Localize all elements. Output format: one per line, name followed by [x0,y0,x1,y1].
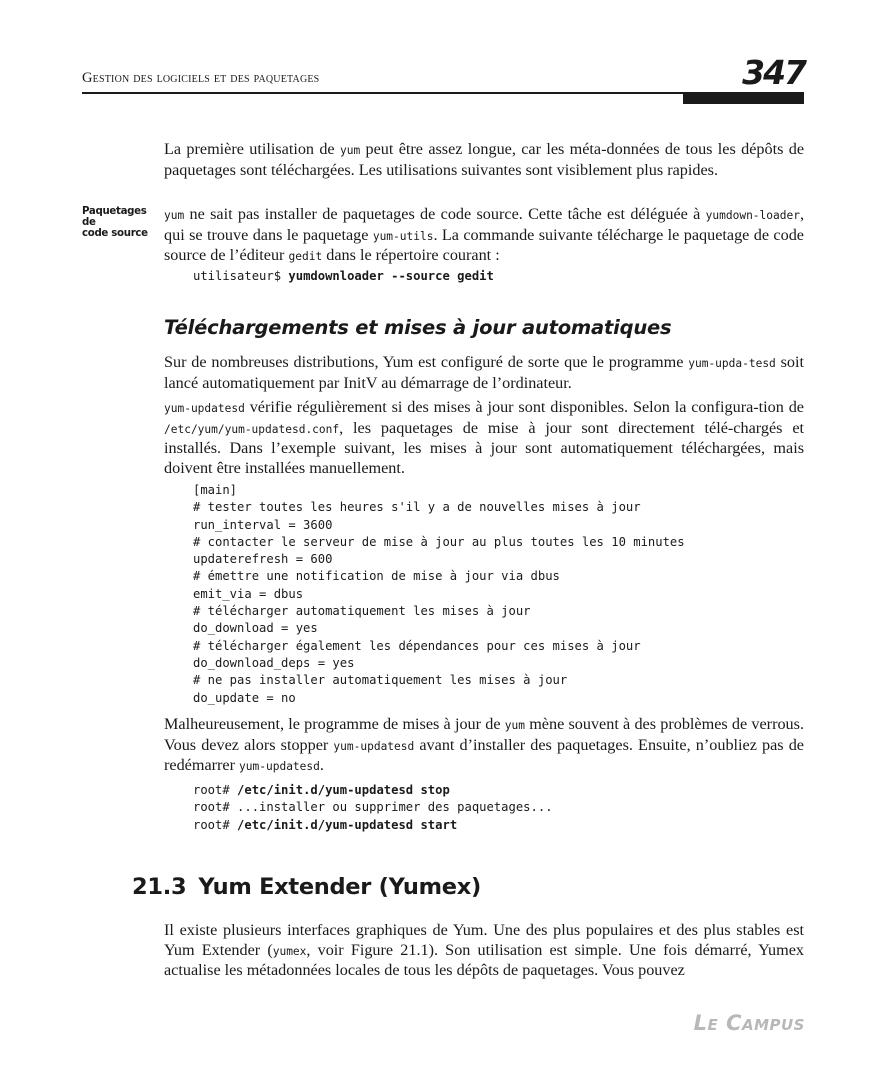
inline-code: yum-updatesd [164,402,245,415]
shell-command: yumdownloader --source gedit [288,269,494,283]
paragraph-source-packages [164,205,804,267]
paragraph-lock-problems [164,715,804,777]
code-line: emit_via = dbus [193,586,304,601]
inline-code: yumex [272,944,307,958]
text-run: avant d’installer des paquetages. Ensuite, n’oubliez pas de redémarrer [164,735,804,775]
margin-note-line: Paquetages de [82,206,147,228]
section-number: 21.3 [132,874,187,900]
code-line: # émettre une notification de mise à jour via dbus [193,569,560,584]
page-number: 347 [742,53,805,92]
inline-code: yum [504,719,525,732]
paragraph-yum-first-use [164,140,804,180]
subsection-heading: Téléchargements et mises à jour automatiques [164,316,672,339]
inline-code: yum-upda-tesd [688,357,776,370]
code-block-yumdownloader [193,268,494,285]
inline-code: yum [339,144,361,157]
shell-command: /etc/init.d/yum-updatesd start [237,817,458,832]
margin-note-line: code source [82,228,148,239]
text-run: vérifie régulièrement si des mises à jour sont disponibles. Selon la configura-tion de [244,398,804,416]
code-line: # tester toutes les heures s'il y a de nouvelles mises à jour [193,500,641,515]
code-block-restart [193,782,553,834]
inline-code: yum-utils [372,229,434,243]
code-line: # ne pas installer automatiquement les mises à jour [193,673,568,688]
text-run: La première utilisation de [164,140,340,158]
code-line: # télécharger également les dépendances pour ces mises à jour [193,638,641,653]
publisher-logo: Le Campus [693,1011,805,1035]
code-line: root# ...installer ou supprimer des paquetages... [193,800,553,815]
text-run: . La commande suivante télécharge le paquetage de code source de l’éditeur [164,225,804,265]
inline-code: yumdown-loader [705,209,800,222]
code-line: do_download_deps = yes [193,655,355,670]
code-line: [main] [193,483,238,497]
text-run: mène souvent à des problèmes de verrous. Vous devez alors stopper [164,715,804,754]
code-line: do_update = no [193,690,296,705]
inline-code: yum-updatesd [239,760,320,774]
inline-code: yum-updatesd [333,739,415,753]
shell-prompt: utilisateur$ [193,269,289,283]
code-line: updaterefresh = 600 [193,552,333,567]
margin-note [82,206,160,239]
shell-prompt: root# [193,783,238,797]
code-line: # contacter le serveur de mise à jour au plus toutes les 10 minutes [193,534,685,549]
inline-code: gedit [288,250,323,264]
code-block-config [193,482,685,707]
text-run: ne sait pas installer de paquetages de code source. Cette tâche est déléguée à [184,205,706,223]
text-run: Il existe plusieurs interfaces graphiques de Yum. Une des plus populaires et des plus stables est Yum Extender ( [164,921,804,959]
inline-code: yum [164,209,185,222]
text-run: Sur de nombreuses distributions, Yum est configuré de sorte que le programme [164,353,689,371]
text-run: Malheureusement, le programme de mises à jour de [164,715,505,733]
text-run: . [319,756,324,775]
section-heading [132,874,481,900]
text-run: , les paquetages de mise à jour sont directement télé-chargés et installés. Dans l’exemple suivant, les mises à jour sont automatiquement téléchargées, mais doivent être installées manuellement. [164,418,804,477]
paragraph-yum-updatesd-config [164,398,804,478]
text-run: , voir Figure 21.1). Son utilisation est simple. Une fois démarré, Yumex actualise les métadonnées locales de tous les dépôts de paquetages. Vous pouvez [164,940,804,980]
text-run: soit lancé automatiquement par InitV au démarrage de l’ordinateur. [164,353,804,392]
text-run: , qui se trouve dans le paquetage [164,205,804,244]
code-line: run_interval = 3600 [193,517,333,532]
shell-prompt: root# [193,817,238,832]
shell-command: /etc/init.d/yum-updatesd stop [237,783,450,797]
code-line: # télécharger automatiquement les mises à jour [193,604,531,619]
inline-code: /etc/yum/yum-updatesd.conf [164,422,340,436]
paragraph-yumex-intro [164,921,804,981]
code-line: do_download = yes [193,621,318,636]
running-head: Gestion des logiciels et des paquetages [82,70,320,86]
section-title: Yum Extender (Yumex) [198,874,481,900]
header-block [683,94,804,104]
text-run: peut être assez longue, car les méta-données de tous les dépôts de paquetages sont téléchargées. Les utilisations suivantes sont visiblement plus rapides. [164,140,805,179]
text-run: dans le répertoire courant : [322,246,500,265]
paragraph-yum-updatesd-intro [164,353,804,393]
